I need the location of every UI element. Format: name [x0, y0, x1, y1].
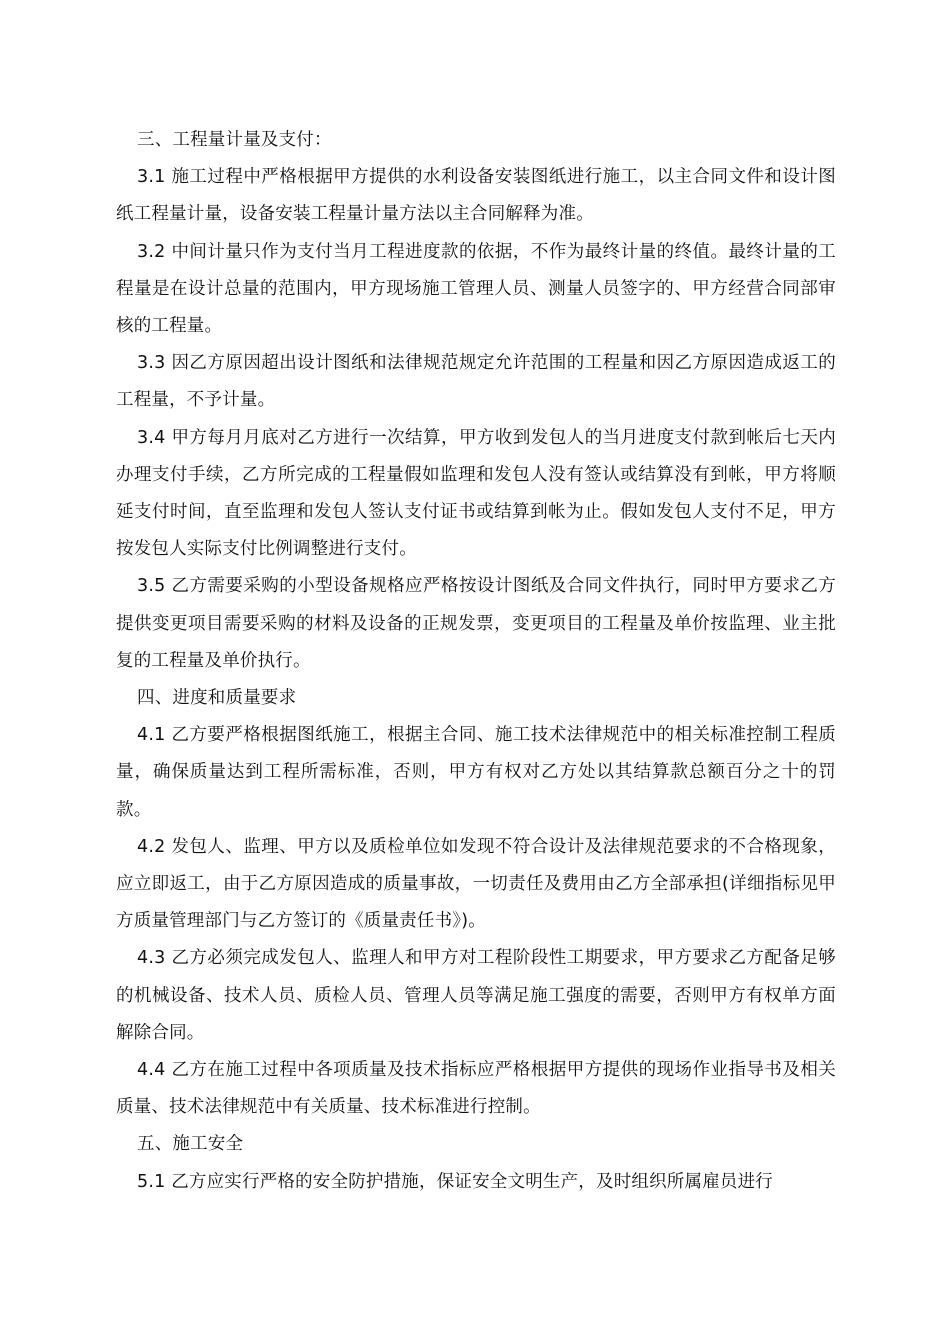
clause-3-2: 3.2 中间计量只作为支付当月工程进度款的依据，不作为最终计量的终值。最终计量的工程量是在设计总量的范围内，甲方现场施工管理人员、测量人员签字的、甲方经营合同部审核的工程量。	[116, 241, 836, 337]
clause-4-3: 4.3 乙方必须完成发包人、监理人和甲方对工程阶段性工期要求，甲方要求乙方配备足够的机械设备、技术人员、质检人员、管理人员等满足施工强度的需要，否则甲方有权单方面解除合同。	[116, 948, 836, 1043]
clause-5-1: 5.1 乙方应实行严格的安全防护措施，保证安全文明生产，及时组织所属雇员进行	[137, 1171, 773, 1192]
section-heading-5: 五、施工安全	[137, 1134, 244, 1155]
clause-4-1: 4.1 乙方要严格根据图纸施工，根据主合同、施工技术法律规范中的相关标准控制工程质量，确保质量达到工程所需标准，否则，甲方有权对乙方处以其结算款总额百分之十的罚款。	[116, 725, 836, 820]
clause-4-2: 4.2 发包人、监理、甲方以及质检单位如发现不符合设计及法律规范要求的不合格现象，应立即返工，由于乙方原因造成的质量事故，一切责任及费用由乙方全部承担(详细指标见甲方质量管理部门与乙方签订的《质量责任书》)。	[116, 836, 836, 932]
clause-3-1: 3.1 施工过程中严格根据甲方提供的水利设备安装图纸进行施工，以主合同文件和设计图纸工程量计量，设备安装工程量计量方法以主合同解释为准。	[116, 167, 836, 225]
section-heading-3: 三、工程量计量及支付：	[137, 130, 332, 150]
clause-3-3: 3.3 因乙方原因超出设计图纸和法律规范规定允许范围的工程量和因乙方原因造成返工的工程量，不予计量。	[116, 353, 836, 411]
document-body	[116, 122, 836, 1201]
clause-3-4: 3.4 甲方每月月底对乙方进行一次结算，甲方收到发包人的当月进度支付款到帐后七天内办理支付手续，乙方所完成的工程量假如监理和发包人没有签认或结算没有到帐，甲方将顺延支付时间，直至监理和发包人签认支付证书或结算到帐为止。假如发包人支付不足，甲方按发包人实际支付比例调整进行支付。	[116, 427, 836, 560]
clause-4-4: 4.4 乙方在施工过程中各项质量及技术指标应严格根据甲方提供的现场作业指导书及相关质量、技术法律规范中有关质量、技术标准进行控制。	[116, 1060, 836, 1118]
clause-3-5: 3.5 乙方需要采购的小型设备规格应严格按设计图纸及合同文件执行，同时甲方要求乙方提供变更项目需要采购的材料及设备的正规发票，变更项目的工程量及单价按监理、业主批复的工程量及单价执行。	[116, 576, 836, 671]
section-heading-4: 四、进度和质量要求	[137, 688, 297, 709]
